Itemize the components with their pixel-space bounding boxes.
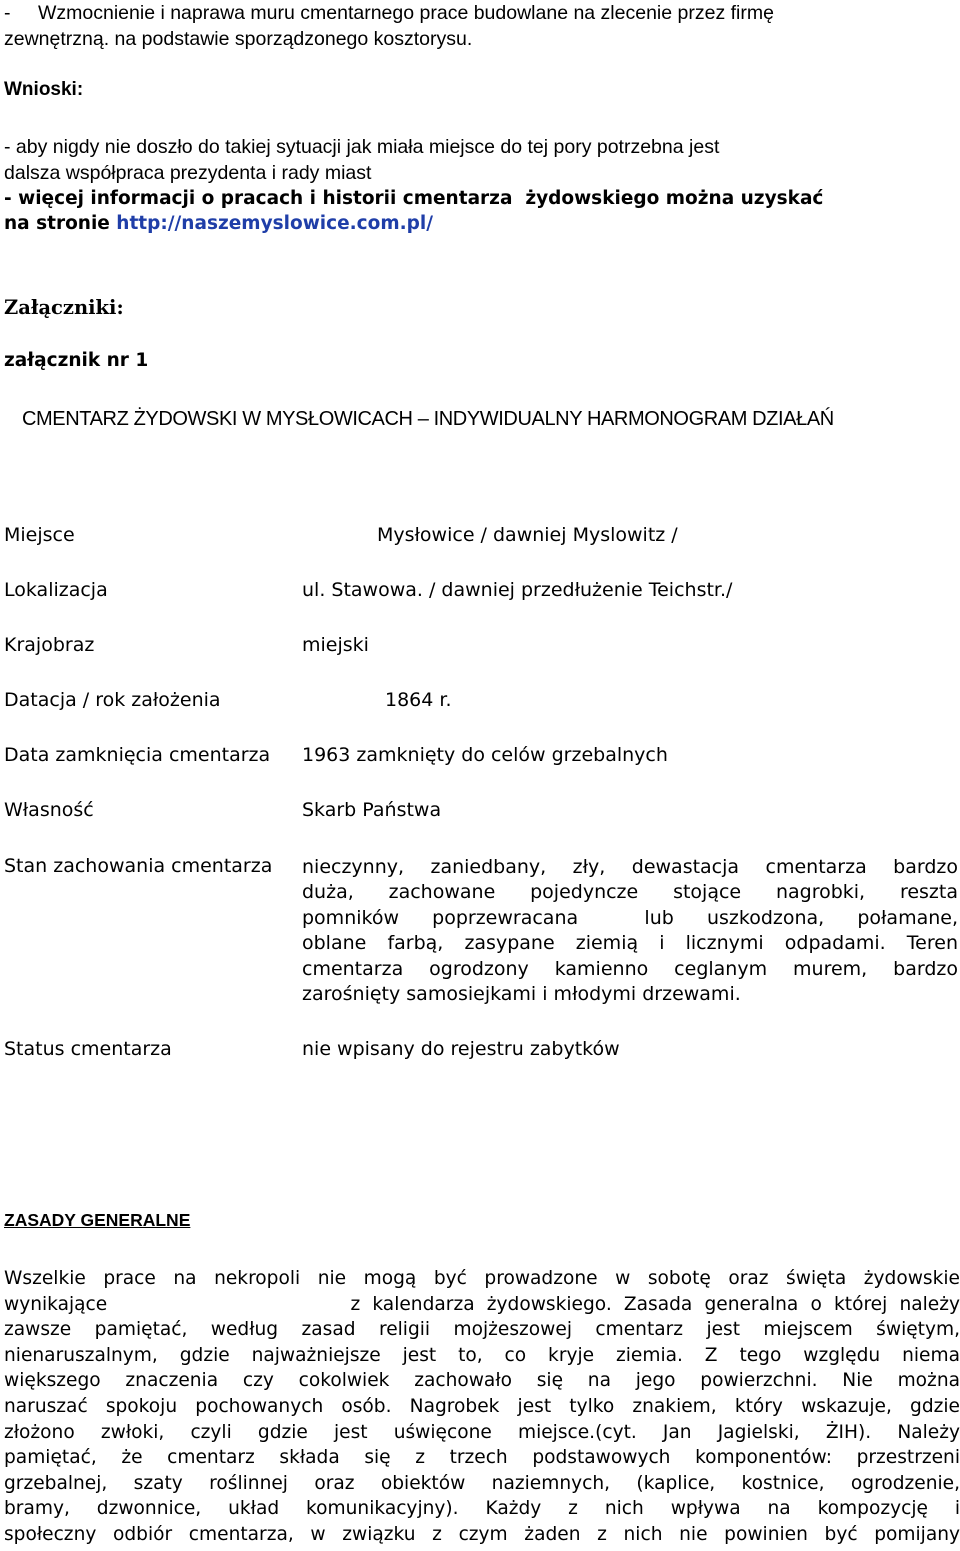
field-value-datacja: 1864 r. (385, 689, 452, 711)
zasady-line: grzebalnej, szaty roślinnej oraz obiektów naziemnych, (kaplice, kostnice, ogrodzenie, (4, 1472, 960, 1494)
field-label-data-zamkniecia: Data zamknięcia cmentarza (4, 744, 271, 766)
stan-line: pomników poprzewracana lub uszkodzona, połamane, (302, 906, 958, 929)
field-value-stan (302, 855, 958, 1007)
field-value-data-zamkniecia: 1963 zamknięty do celów grzebalnych (302, 744, 668, 766)
zasady-line: złożono zwłoki, czyli gdzie jest uświęcone miejsce.(cyt. Jan Jagielski, ŻIH). Należy (4, 1421, 960, 1443)
field-value-lokalizacja: ul. Stawowa. / dawniej przedłużenie Teichstr./ (302, 579, 733, 601)
stan-line: cmentarza ogrodzony kamienno ceglanym murem, bardzo (302, 957, 958, 980)
zasady-line: bramy, dzwonnice, układ komunikacyjny). Każdy z nich wpływa na kompozycję i (4, 1498, 960, 1520)
stan-line: duża, zachowane pojedyncze stojące nagrobki, reszta (302, 881, 958, 904)
zasady-line: zawsze pamiętać, według zasad religii mojżeszowej cmentarz jest miejscem świętym, (4, 1319, 960, 1341)
zasady-line: wynikające z kalendarza żydowskiego. Zasada generalna o której należy (4, 1293, 960, 1315)
field-value-wlasnosc: Skarb Państwa (302, 799, 442, 821)
zasady-line: pamiętać, że cmentarz składa się z trzech podstawowych komponentów: przestrzeni (4, 1447, 960, 1469)
zasady-line: większego znaczenia czy cokolwiek zachowało się na jego powierzchni. Nie można (4, 1370, 960, 1392)
zasady-body (4, 1266, 960, 1548)
intro-line-2: zewnętrzną. na podstawie sporządzonego kosztorysu. (4, 28, 473, 50)
wnioski-item-2-prefix: na stronie (4, 213, 117, 234)
stan-line: nieczynny, zaniedbany, zły, dewastacja cmentarza bardzo (302, 856, 958, 878)
intro-line-1: Wzmocnienie i naprawa muru cmentarnego prace budowlane na zlecenie przez firmę (38, 2, 774, 24)
field-label-stan: Stan zachowania cmentarza (4, 855, 273, 877)
field-value-krajobraz: miejski (302, 634, 369, 656)
wnioski-heading: Wnioski: (4, 79, 84, 100)
field-label-wlasnosc: Własność (4, 799, 94, 821)
intro-bullet: - (4, 2, 11, 24)
wnioski-item-2-line-1: - więcej informacji o pracach i historii cmentarza żydowskiego można uzyskać (4, 188, 824, 209)
wnioski-item-1-line-2: dalsza współpraca prezydenta i rady miast (4, 162, 372, 184)
stan-line: oblane farbą, zasypane ziemią i licznymi odpadami. Teren (302, 932, 958, 955)
stan-line: zarośnięty samosiejkami i młodymi drzewami. (302, 983, 741, 1006)
zalaczniki-heading: Załączniki: (4, 296, 124, 319)
field-label-krajobraz: Krajobraz (4, 634, 95, 656)
field-label-miejsce: Miejsce (4, 524, 75, 546)
zalacznik-nr-1: załącznik nr 1 (4, 350, 149, 371)
wnioski-item-1-line-1: - aby nigdy nie doszło do takiej sytuacji jak miała miejsce do tej pory potrzebna jest (4, 136, 720, 158)
zasady-line: naruszać spokoju pochowanych osób. Nagrobek jest tylko znakiem, który wskazuje, gdzie (4, 1395, 960, 1417)
field-label-lokalizacja: Lokalizacja (4, 579, 108, 601)
field-value-status: nie wpisany do rejestru zabytków (302, 1038, 620, 1060)
zasady-line: Wszelkie prace na nekropoli nie mogą być prowadzone w sobotę oraz święta żydowskie (4, 1268, 960, 1289)
zasady-line: nienaruszalnym, gdzie najważniejsze jest to, co kryje ziemia. Z tego względu niema (4, 1344, 960, 1366)
field-value-miejsce: Mysłowice / dawniej Myslowitz / (377, 524, 678, 546)
zasady-line: społeczny odbiór cmentarza, w związku z czym żaden z nich nie powinien być pomijany (4, 1523, 960, 1545)
zasady-heading: ZASADY GENERALNE (4, 1210, 191, 1230)
field-label-datacja: Datacja / rok założenia (4, 689, 221, 711)
field-label-status: Status cmentarza (4, 1038, 172, 1060)
naszemyslowice-link[interactable]: http://naszemyslowice.com.pl/ (116, 213, 433, 234)
wnioski-item-2-line-2 (4, 211, 433, 237)
harmonogram-title: CMENTARZ ŻYDOWSKI W MYSŁOWICACH – INDYWIDUALNY HARMONOGRAM DZIAŁAŃ (22, 408, 834, 430)
